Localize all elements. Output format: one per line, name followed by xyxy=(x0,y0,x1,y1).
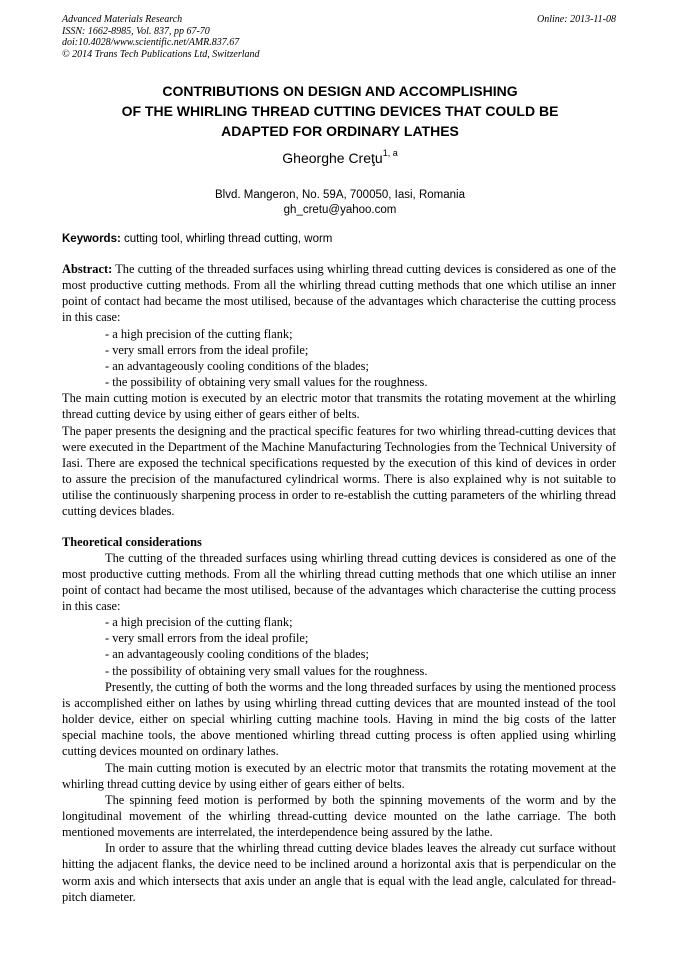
abstract-paragraph: The main cutting motion is executed by an electric motor that transmits the rotating movement at the whirling thread cutting device by using either of gears either of belts. xyxy=(62,391,616,422)
list-item: - the possibility of obtaining very small values for the roughness. xyxy=(105,663,428,678)
abstract-label: Abstract: xyxy=(62,262,113,276)
author-name: Gheorghe Creţu xyxy=(282,150,383,166)
affiliation xyxy=(40,188,640,218)
online-date: Online: 2013-11-08 xyxy=(537,14,616,25)
abstract-intro: The cutting of the threaded surfaces using whirling thread cutting devices is considered as one of the most productive cutting methods. From all the whirling thread cutting methods that one which utilise an inner point of contact had became the most utilised, because of the advantages which characterise the cutting process in this case: xyxy=(62,262,616,325)
list-item: - a high precision of the cutting flank; xyxy=(105,326,293,341)
title-line: ADAPTED FOR ORDINARY LATHES xyxy=(221,123,459,139)
abstract-paragraph: The paper presents the designing and the practical specific features for two whirling thread-cutting devices that were executed in the Department of the Machine Manufacturing Technologies from the Technical University of Iasi. There are exposed the technical specifications requested by the execution of this kind of devices in order to assure the precision of the manufactured cylindrical worms. There is also explained why is not suitable to utilise the continuously sharpening process in order to re-establish the cutting parameters of the whirling thread cutting devices blades. xyxy=(62,423,616,519)
journal-name: Advanced Materials Research xyxy=(62,14,183,25)
list-item: - very small errors from the ideal profile; xyxy=(105,631,309,646)
keywords-label: Keywords: xyxy=(62,233,121,245)
author-superscript: 1, a xyxy=(382,148,398,158)
copyright-line: © 2014 Trans Tech Publications Ltd, Switzerland xyxy=(62,48,260,60)
title-line: OF THE WHIRLING THREAD CUTTING DEVICES THAT COULD BE xyxy=(121,103,559,119)
keywords-text: cutting tool, whirling thread cutting, worm xyxy=(120,233,333,245)
email: gh_cretu@yahoo.com xyxy=(283,204,397,216)
doi-line: doi:10.4028/www.scientific.net/AMR.837.67 xyxy=(62,37,240,48)
author-line xyxy=(40,150,640,166)
issn-line: ISSN: 1662-8985, Vol. 837, pp 67-70 xyxy=(62,25,210,37)
list-item: - very small errors from the ideal profile; xyxy=(105,342,309,357)
paper-title xyxy=(40,81,640,141)
body-paragraph: In order to assure that the whirling thread cutting device blades leaves the already cut surface without hitting the adjacent flanks, the device need to be inclined around a horizontal axis that is perpendicular on the worm axis and which intersects that axis under an angle that is equal with the lead angle, calculated for thread-pitch diameter. xyxy=(62,841,616,904)
list-item: - a high precision of the cutting flank; xyxy=(105,615,293,630)
paper-body xyxy=(62,261,616,905)
abstract-paragraph xyxy=(62,261,616,326)
body-paragraph: The cutting of the threaded surfaces using whirling thread cutting devices is considered as one of the most productive cutting methods. From all the whirling thread cutting methods that one which utilise an inner point of contact had became the most utilised, because of the advantages which characterise the cutting process in this case: xyxy=(62,550,616,613)
list-item: - an advantageously cooling conditions of the blades; xyxy=(105,647,369,662)
body-paragraph: The main cutting motion is executed by an electric motor that transmits the rotating movement at the whirling thread cutting device by using either of gears either of belts. xyxy=(62,760,616,791)
body-paragraph: The spinning feed motion is performed by both the spinning movements of the worm and by the longitudinal movement of the whirling thread-cutting device mounted on the lathe carriage. The both mentioned movements are interrelated, the interdependence being assured by the lathe. xyxy=(62,792,616,840)
body-paragraph: Presently, the cutting of both the worms and the long threaded surfaces by using the mentioned process is accomplished either on lathes by using whirling thread cutting devices that are mounted instead of the tool holder device, either on special whirling cutting machine tools. Having in mind the big costs of the latter special machine tools, the above mentioned whirling thread cutting process is often applied using whirling cutting devices mounted on ordinary lathes. xyxy=(62,679,616,759)
journal-header xyxy=(62,14,616,60)
section-heading: Theoretical considerations xyxy=(62,534,202,549)
keywords-line xyxy=(62,233,616,245)
list-item: - the possibility of obtaining very small values for the roughness. xyxy=(105,375,428,390)
list-item: - an advantageously cooling conditions of the blades; xyxy=(105,358,369,373)
title-line: CONTRIBUTIONS ON DESIGN AND ACCOMPLISHING xyxy=(162,83,518,99)
address: Blvd. Mangeron, No. 59A, 700050, Iasi, Romania xyxy=(215,189,465,201)
